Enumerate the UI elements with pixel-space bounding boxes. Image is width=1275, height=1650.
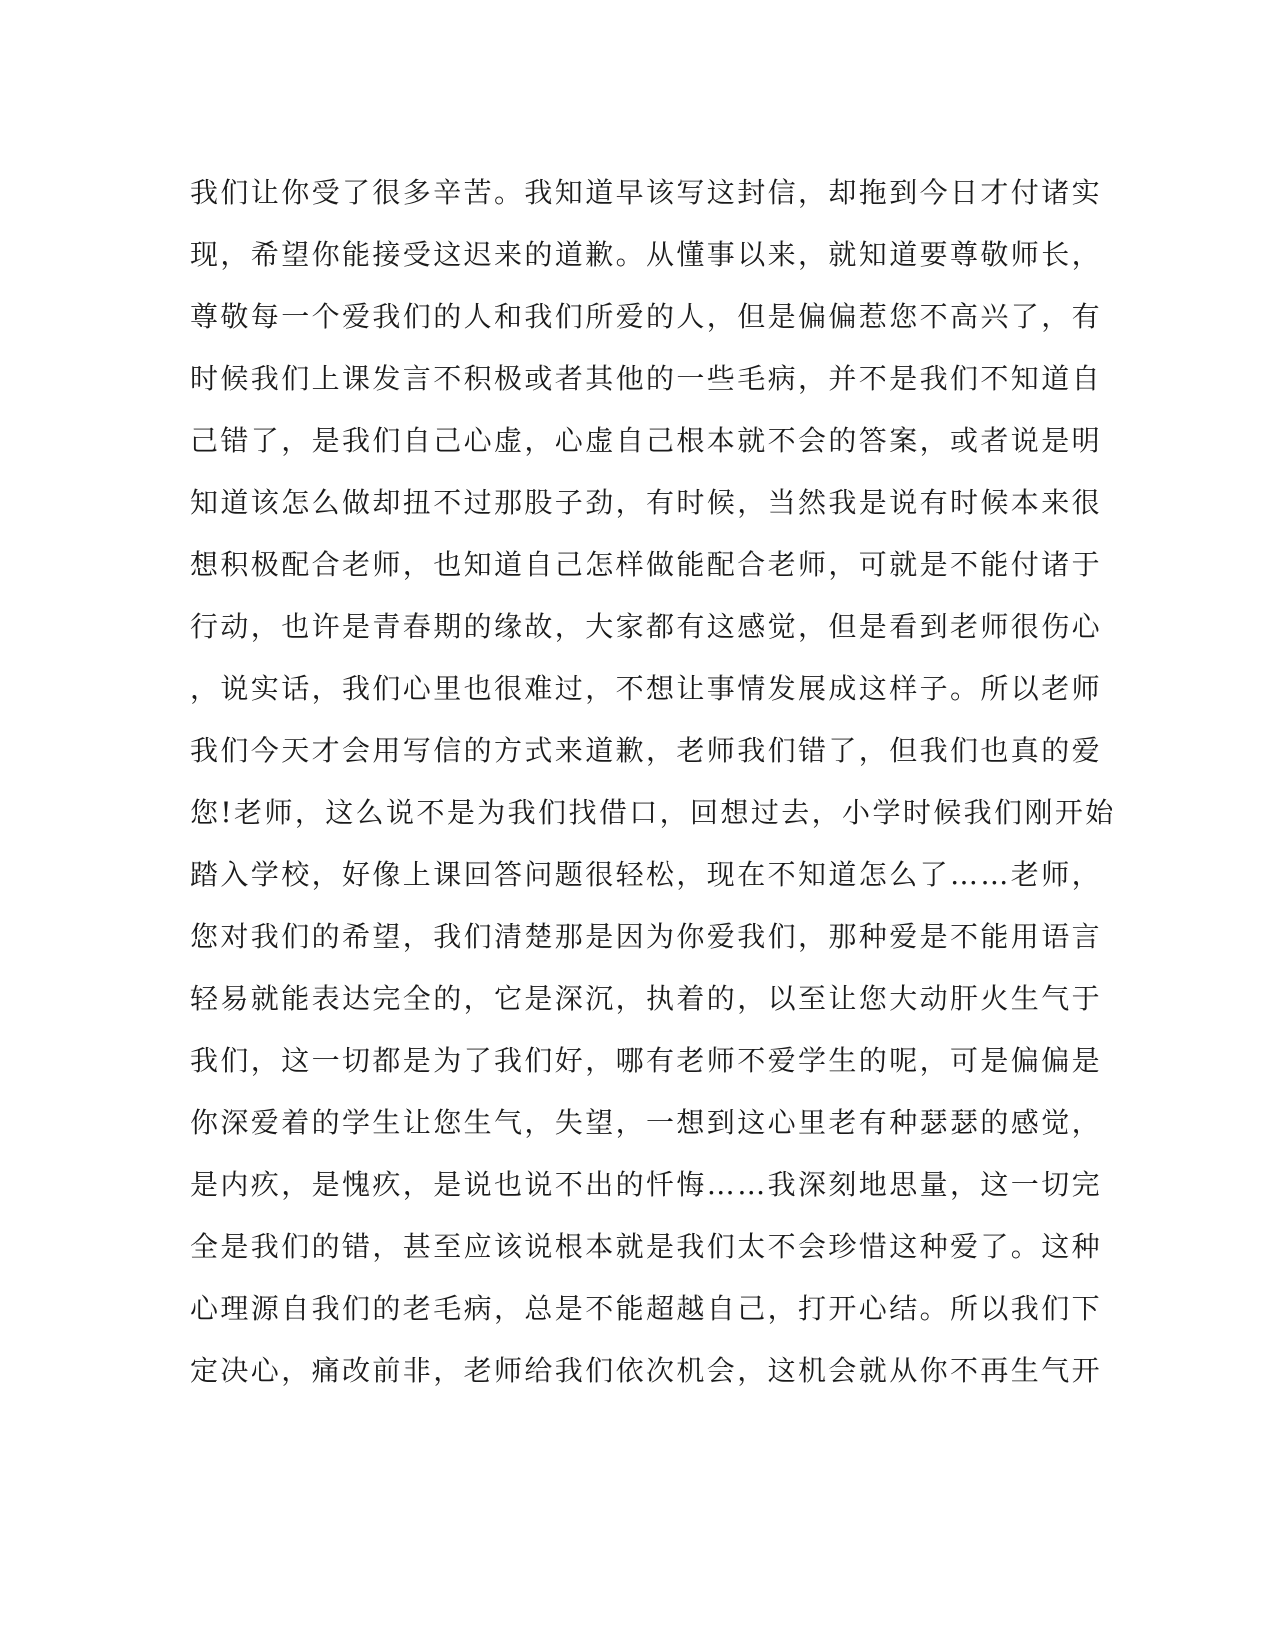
text-line: 我们今天才会用写信的方式来道歉，老师我们错了，但我们也真的爱 xyxy=(190,734,1103,767)
text-line: 轻易就能表达完全的，它是深沉，执着的，以至让您大动肝火生气于 xyxy=(190,982,1103,1015)
text-line: 知道该怎么做却扭不过那股子劲，有时候，当然我是说有时候本来很 xyxy=(190,486,1103,519)
text-line: 心理源自我们的老毛病，总是不能超越自己，打开心结。所以我们下 xyxy=(190,1292,1103,1325)
letter-body xyxy=(190,162,1116,1402)
text-line: 您!老师，这么说不是为我们找借口，回想过去，小学时候我们刚开始 xyxy=(190,796,1116,829)
text-line: 时候我们上课发言不积极或者其他的一些毛病，并不是我们不知道自 xyxy=(190,362,1103,395)
text-line: 你深爱着的学生让您生气，失望，一想到这心里老有种瑟瑟的感觉， xyxy=(190,1106,1103,1139)
text-line: 现，希望你能接受这迟来的道歉。从懂事以来，就知道要尊敬师长， xyxy=(190,238,1103,271)
text-line: 己错了，是我们自己心虚，心虚自己根本就不会的答案，或者说是明 xyxy=(190,424,1103,457)
text-line: 行动，也许是青春期的缘故，大家都有这感觉，但是看到老师很伤心 xyxy=(190,610,1103,643)
text-line: 全是我们的错，甚至应该说根本就是我们太不会珍惜这种爱了。这种 xyxy=(190,1230,1103,1263)
text-line: 想积极配合老师，也知道自己怎样做能配合老师，可就是不能付诸于 xyxy=(190,548,1103,581)
text-line: 我们让你受了很多辛苦。我知道早该写这封信，却拖到今日才付诸实 xyxy=(190,176,1103,209)
text-line: ，说实话，我们心里也很难过，不想让事情发展成这样子。所以老师 xyxy=(190,672,1103,705)
text-line: 您对我们的希望，我们清楚那是因为你爱我们，那种爱是不能用语言 xyxy=(190,920,1103,953)
text-line: 我们，这一切都是为了我们好，哪有老师不爱学生的呢，可是偏偏是 xyxy=(190,1044,1103,1077)
text-line: 尊敬每一个爱我们的人和我们所爱的人，但是偏偏惹您不高兴了，有 xyxy=(190,300,1103,333)
text-line: 是内疚，是愧疚，是说也说不出的忏悔……我深刻地思量，这一切完 xyxy=(190,1168,1103,1201)
text-line: 踏入学校，好像上课回答问题很轻松，现在不知道怎么了……老师， xyxy=(190,858,1103,891)
text-line: 定决心，痛改前非，老师给我们依次机会，这机会就从你不再生气开 xyxy=(190,1354,1103,1387)
